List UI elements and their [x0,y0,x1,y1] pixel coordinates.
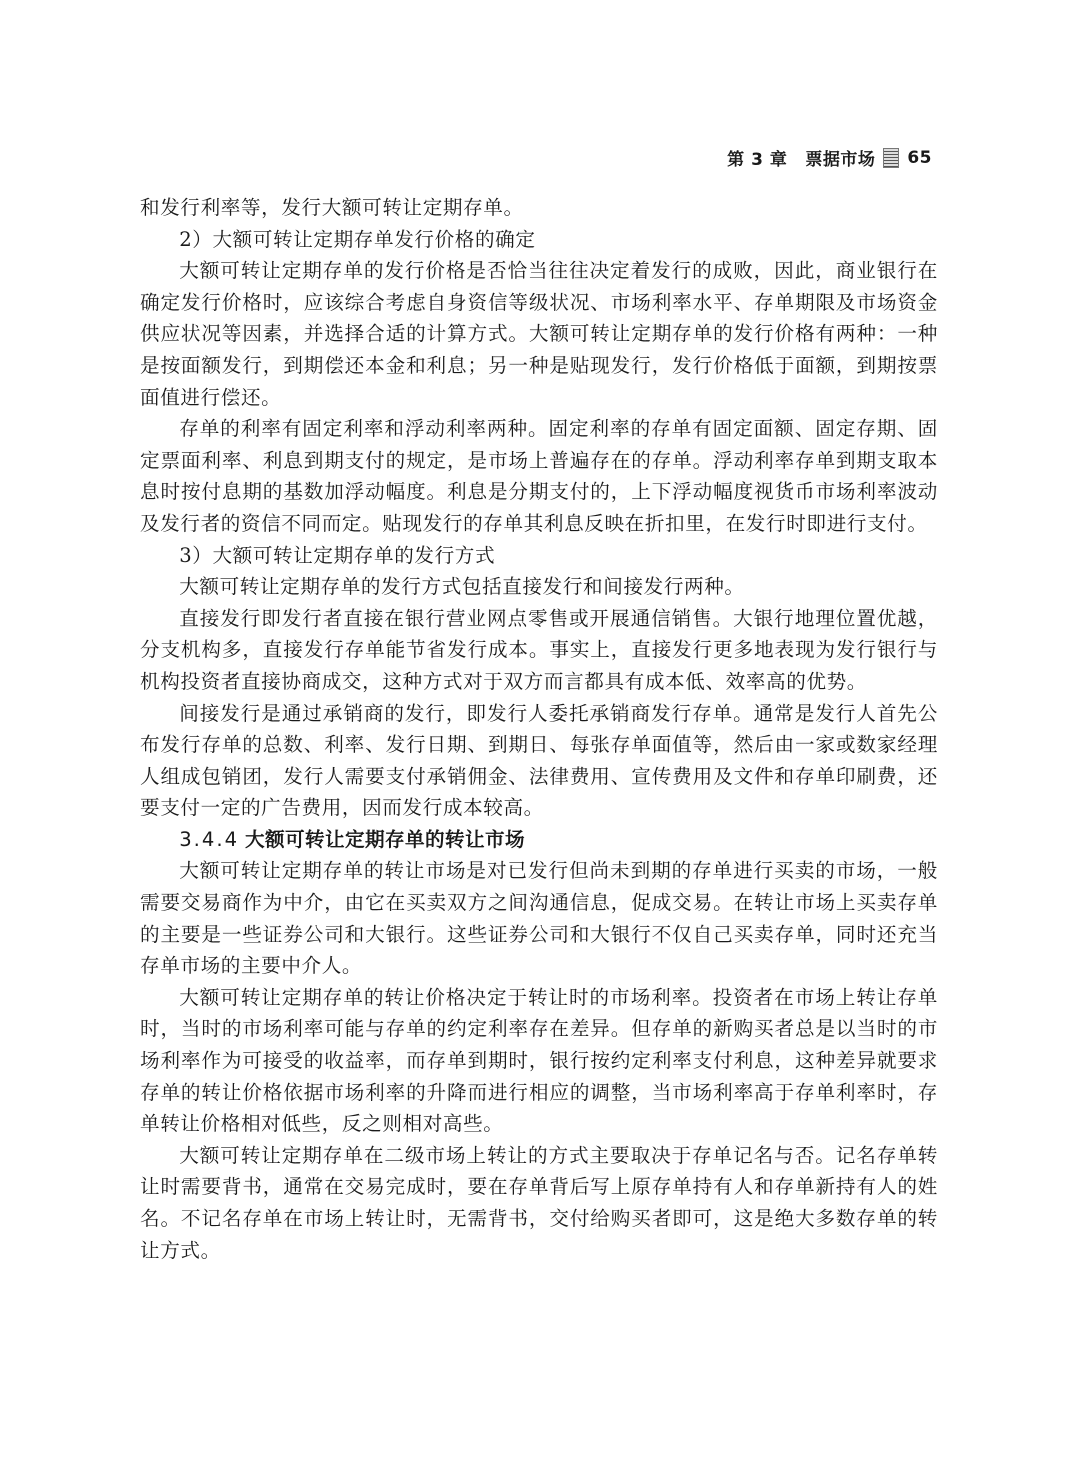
paragraph-continued: 和发行利率等，发行大额可转让定期存单。 [140,196,524,219]
paragraph: 大额可转让定期存单的转让市场是对已发行但尚未到期的存单进行买卖的市场，一般需要交易商作为中介，由它在买卖双方之间沟通信息，促成交易。在转让市场上买卖存单的主要是一些证券公司和大银行。这些证券公司和大银行不仅自己买卖存单，同时还充当存单市场的主要中介人。 [140,859,938,978]
paragraph: 间接发行是通过承销商的发行，即发行人委托承销商发行存单。通常是发行人首先公布发行存单的总数、利率、发行日期、到期日、每张存单面值等，然后由一家或数家经理人组成包销团，发行人需要支付承销佣金、法律费用、宣传费用及文件和存单印刷费，还要支付一定的广告费用，因而发行成本较高。 [140,701,938,820]
chapter-title: 票据市场 [805,150,876,170]
paragraph: 大额可转让定期存单在二级市场上转让的方式主要取决于存单记名与否。记名存单转让时需要背书，通常在交易完成时，要在存单背后写上原存单持有人和存单新持有人的姓名。不记名存单在市场上转让时，无需背书，交付给购买者即可，这是绝大多数存单的转让方式。 [140,1143,938,1262]
paragraph: 直接发行即发行者直接在银行营业网点零售或开展通信销售。大银行地理位置优越，分支机构多，直接发行存单能节省发行成本。事实上，直接发行更多地表现为发行银行与机构投资者直接协商成交，这种方式对于双方而言都具有成本低、效率高的优势。 [140,606,938,693]
subheading-issue-price: 2）大额可转让定期存单发行价格的确定 [179,227,536,251]
section-title: 大额可转让定期存单的转让市场 [245,827,525,851]
page-body [140,192,938,1266]
subheading-issue-method: 3）大额可转让定期存单的发行方式 [179,543,496,567]
section-number: 3.4.4 [179,827,240,851]
paragraph: 存单的利率有固定利率和浮动利率两种。固定利率的存单有固定面额、固定存期、固定票面利率、利息到期支付的规定，是市场上普遍存在的存单。浮动利率存单到期支取本息时按付息期的基数加浮动幅度。利息是分期支付的，上下浮动幅度视货币市场利率波动及发行者的资信不同而定。贴现发行的存单其利息反映在折扣里，在发行时即进行支付。 [140,417,938,535]
section-heading [140,824,938,856]
page-number: 65 [907,147,932,168]
paragraph: 大额可转让定期存单的发行方式包括直接发行和间接发行两种。 [179,575,745,599]
paragraph: 大额可转让定期存单的转让价格决定于转让时的市场利率。投资者在市场上转让存单时，当时的市场利率可能与存单的约定利率存在差异。但存单的新购买者总是以当时的市场利率作为可接受的收益率，而存单到期时，银行按约定利率支付利息，这种差异就要求存单的转让价格依据市场利率的升降而进行相应的调整，当市场利率高于存单利率时，存单转让价格相对低些，反之则相对高些。 [140,985,938,1136]
paragraph: 大额可转让定期存单的发行价格是否恰当往往决定着发行的成败，因此，商业银行在确定发行价格时，应该综合考虑自身资信等级状况、市场利率水平、存单期限及市场资金供应状况等因素，并选择合适的计算方式。大额可转让定期存单的发行价格有两种：一种是按面额发行，到期偿还本金和利息；另一种是贴现发行，发行价格低于面额，到期按票面值进行偿还。 [140,259,938,409]
chapter-label: 第 3 章 [727,150,788,170]
header-ornament-icon [883,148,899,168]
running-header [727,145,932,170]
